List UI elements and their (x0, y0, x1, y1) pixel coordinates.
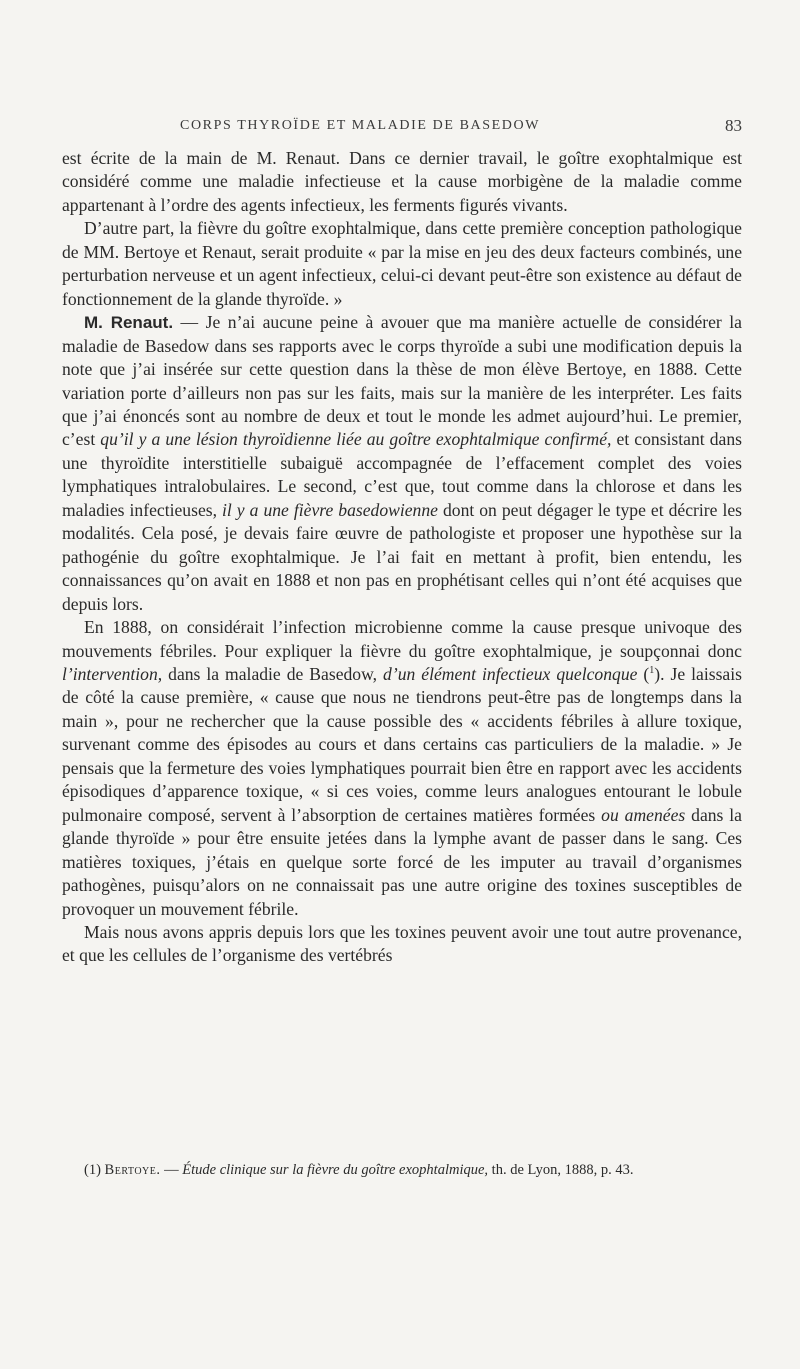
paragraph-1: est écrite de la main de M. Renaut. Dans ce dernier travail, le goître exophtalmique est considéré comme une maladie infectieuse et la cause morbigène de la maladie comme appartenant à l’ordre des agents infectieux, les ferments figurés vivants. (62, 148, 742, 215)
footnote-dash: — (160, 1162, 183, 1178)
paragraph-3-italic-2: il y a une fièvre basedowienne (222, 499, 438, 520)
paragraph-3-text-1: — Je n’ai aucune peine à avouer que ma manière actuelle de considérer la maladie de Basedow dans ses rapports avec le corps thyroïde a subi une modification depuis la note que j’ai insérée sur cette question dans la thèse de mon élève Bertoye, en 1888. Cette variation porte d’ailleurs non pas sur les faits, mais sur la manière de les interpréter. Les faits que j’ai énoncés sont au nombre de deux et tout le monde les admet aujourd’hui. Le premier, c’est (62, 312, 742, 450)
paragraph-3-text-3: dont on peut dégager le type et décrire les modalités. Cela posé, je devais faire œuvre de pathologiste et proposer une hypothèse sur la pathogénie du goître exophtalmique. Je l’ai fait en mettant à profit, bien entendu, les connaissances qu’on avait en 1888 et non pas en prophétisant celles qui n’ont été acquises que depuis lors. (62, 499, 742, 614)
footnote (62, 1160, 742, 1180)
body-text (62, 147, 742, 968)
paragraph-4-text-3: ( (637, 663, 650, 684)
footnote-reference: 1 (649, 665, 655, 677)
paragraph-4 (62, 616, 742, 921)
paragraph-4-text-5: dans la glande thyroïde » pour être ensuite jetées dans la lymphe avant de passer dans le sang. Ces matières toxiques, j’étais en quelque sorte forcé de les imputer au travail d’organismes pathogènes, puisqu’alors on ne connaissait pas une autre origine des toxines susceptibles de provoquer un mouvement fébrile. (62, 804, 742, 919)
paragraph-4-text-1: En 1888, on considérait l’infection microbienne comme la cause presque univoque des mouvements fébriles. Pour expliquer la fièvre du goître exophtalmique, je soupçonnai donc (62, 617, 742, 661)
footnote-text (62, 1160, 742, 1180)
footnote-rest: th. de Lyon, 1888, p. 43. (488, 1162, 634, 1178)
paragraph-3-text-2: et consistant dans une thyroïdite interstitielle subaiguë accompagnée de l’effacement complet des voies lymphatiques intralobulaires. Le second, c’est que, tout comme dans la chlorose et dans les maladies infectieuses, (62, 429, 742, 520)
footnote-mark: (1) (84, 1162, 101, 1178)
page-number: 83 (725, 116, 742, 135)
paragraph-5: Mais nous avons appris depuis lors que les toxines peuvent avoir une tout autre provenance, et que les cellules de l’organisme des vertébrés (62, 921, 742, 966)
book-page (62, 0, 742, 1369)
footnote-title: Étude clinique sur la fièvre du goître exophtalmique, (182, 1162, 489, 1178)
paragraph-4-italic-3: ou amenées (601, 804, 686, 825)
running-head (62, 118, 742, 140)
paragraph-2: D’autre part, la fièvre du goître exophtalmique, dans cette première conception pathologique de MM. Bertoye et Renaut, serait produite « par la mise en jeu des deux facteurs combinés, une perturbation nerveuse et un agent infectieux, celui-ci devant peut-être son existence au défaut de fonctionnement de la glande thyroïde. » (62, 218, 742, 309)
paragraph-4-italic-2: d’un élément infectieux quelconque (383, 663, 638, 684)
running-title: CORPS THYROÏDE ET MALADIE DE BASEDOW (180, 118, 541, 133)
paragraph-4-text-4: ). Je laissais de côté la cause première, « cause que nous ne tiendrons peut-être pas de longtemps dans la main », pour ne rechercher que la cause possible des « accidents fébriles à allure toxique, survenant comme des épisodes au cours et dans certains cas particuliers de la maladie. » Je pensais que la fermeture des voies lymphatiques pourrait bien être en rapport avec les accidents épisodiques d’apparence toxique, « si ces voies, comme leurs analogues entourant le lobule pulmonaire composé, servent à l’absorption de certaines matières formées (62, 663, 742, 825)
footnote-author: Bertoye. (104, 1162, 161, 1178)
paragraph-4-italic-1: l’intervention, (62, 663, 163, 684)
paragraph-3-italic-1: qu’il y a une lésion thyroïdienne liée au goître exophtalmique confirmé, (100, 429, 612, 450)
speaker-name: M. Renaut. (84, 313, 174, 333)
paragraph-4-text-2: dans la maladie de Basedow, (162, 663, 384, 684)
paragraph-3 (62, 311, 742, 616)
